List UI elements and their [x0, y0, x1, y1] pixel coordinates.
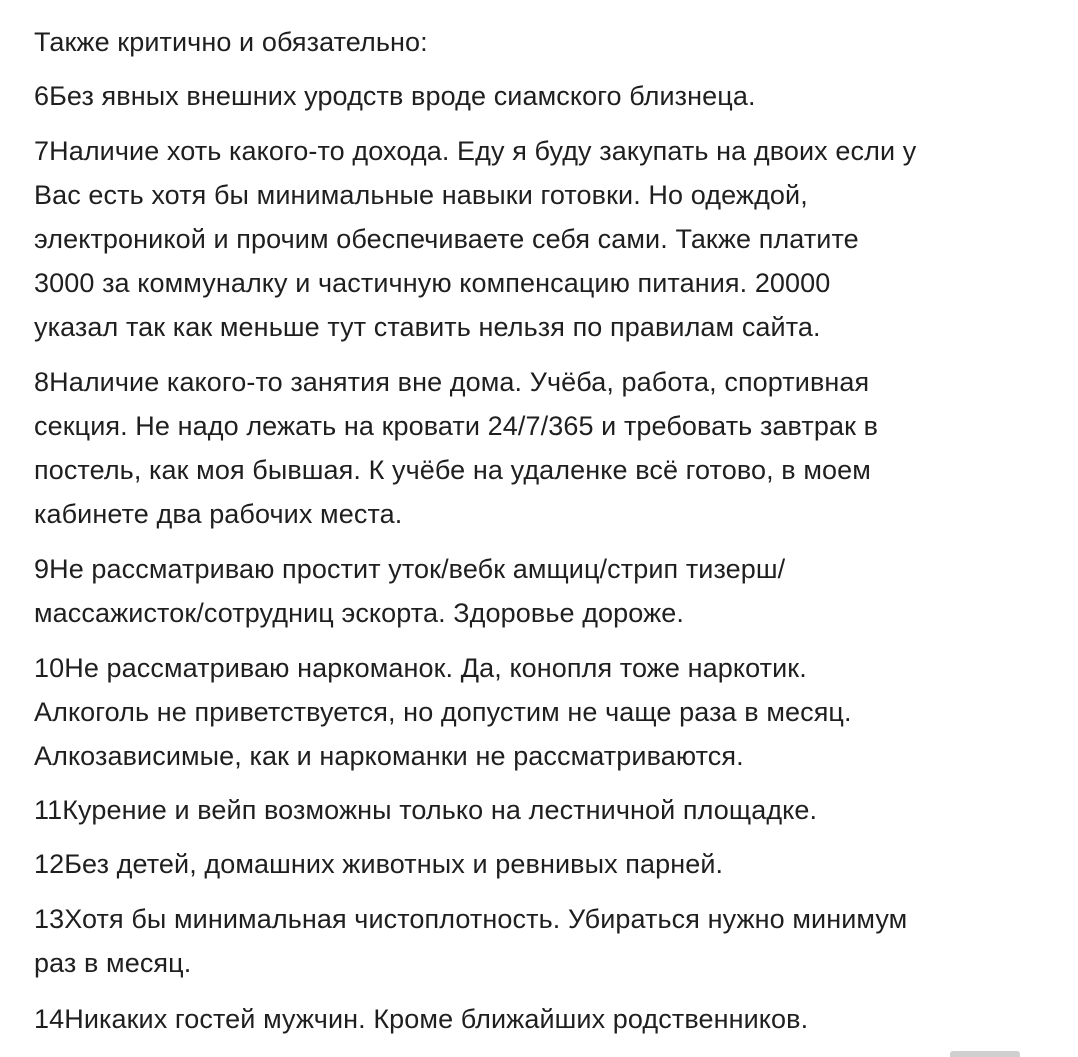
rule-10-line-2: Алкоголь не приветствуется, но допустим не чаще раза в месяц. [34, 697, 852, 727]
cropped-text-fragment [34, 0, 134, 2]
rule-8-line-4: кабинете два рабочих места. [34, 499, 403, 529]
rule-7-line-2: Вас есть хотя бы минимальные навыки готовки. Но одеждой, [34, 180, 808, 210]
rule-8-line-1: 8Наличие какого-то занятия вне дома. Учёба, работа, спортивная [34, 367, 870, 397]
rule-13-line-1: 13Хотя бы минимальная чистоплотность. Убираться нужно минимум [34, 904, 908, 934]
rule-8-line-3: постель, как моя бывшая. К учёбе на удаленке всё готово, в моем [34, 455, 871, 485]
intro-line: Также критично и обязательно: [34, 27, 428, 57]
rule-9-line-2: массажисток/сотрудниц эскорта. Здоровье дороже. [34, 598, 684, 628]
cropped-edge-fragment [950, 1051, 1020, 1057]
rule-7-line-5: указал так как меньше тут ставить нельзя по правилам сайта. [34, 312, 821, 342]
rule-6-line: 6Без явных внешних уродств вроде сиамского близнеца. [34, 81, 756, 111]
rule-8-line-2: секция. Не надо лежать на кровати 24/7/365 и требовать завтрак в [34, 411, 879, 441]
rule-7-line-3: электроникой и прочим обеспечиваете себя сами. Также платите [34, 224, 859, 254]
rule-13-line-2: раз в месяц. [34, 948, 192, 978]
rule-10-line-1: 10Не рассматриваю наркоманок. Да, конопля тоже наркотик. [34, 653, 807, 683]
rule-12-line: 12Без детей, домашних животных и ревнивых парней. [34, 849, 724, 879]
rule-11-line: 11Курение и вейп возможны только на лестничной площадке. [34, 795, 818, 825]
rule-14-line: 14Никаких гостей мужчин. Кроме ближайших родственников. [34, 1004, 809, 1034]
rule-9-line-1: 9Не рассматриваю простит уток/вебк амщиц/стрип тизерш/ [34, 554, 786, 584]
rule-7-line-1: 7Наличие хоть какого-то дохода. Еду я буду закупать на двоих если у [34, 136, 917, 166]
rule-10-line-3: Алкозависимые, как и наркоманки не рассматриваются. [34, 741, 744, 771]
rule-7-line-4: 3000 за коммуналку и частичную компенсацию питания. 20000 [34, 268, 831, 298]
